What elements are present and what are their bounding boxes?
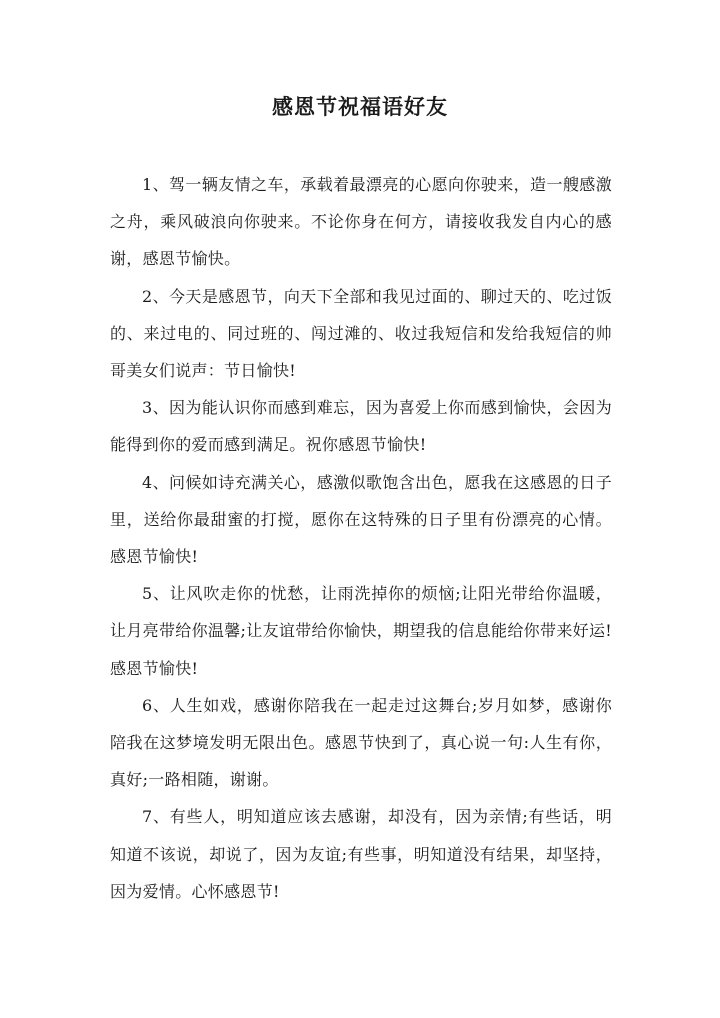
paragraph-4: 4、问候如诗充满关心，感激似歌饱含出色，愿我在这感恩的日子里，送给你最甜蜜的打搅，愿你在这特殊的日子里有份漂亮的心情。感恩节愉快! [110, 472, 612, 567]
paragraph-5: 5、让风吹走你的忧愁，让雨洗掉你的烦恼;让阳光带给你温暖，让月亮带给你温馨;让友谊带给你愉快，期望我的信息能给你带来好运!感恩节愉快! [110, 584, 612, 678]
paragraph-6: 6、人生如戏，感谢你陪我在一起走过这舞台;岁月如梦，感谢你陪我在这梦境发明无限出色。感恩节快到了，真心说一句:人生有你，真好;一路相随，谢谢。 [110, 695, 612, 790]
paragraph-2: 2、今天是感恩节，向天下全部和我见过面的、聊过天的、吃过饭的、来过电的、同过班的、闯过滩的、收过我短信和发给我短信的帅哥美女们说声：节日愉快! [110, 286, 612, 381]
paragraph-3: 3、因为能认识你而感到难忘，因为喜爱上你而感到愉快，会因为能得到你的爱而感到满足。祝你感恩节愉快! [110, 398, 612, 455]
document-body [110, 166, 612, 910]
paragraph-1: 1、驾一辆友情之车，承载着最漂亮的心愿向你驶来，造一艘感激之舟，乘风破浪向你驶来。不论你身在何方，请接收我发自内心的感谢，感恩节愉快。 [110, 175, 612, 269]
document-title: 感恩节祝福语好友 [272, 94, 448, 119]
paragraph-7: 7、有些人，明知道应该去感谢，却没有，因为亲情;有些话，明知道不该说，却说了，因为友谊;有些事，明知道没有结果，却坚持，因为爱情。心怀感恩节! [110, 807, 612, 901]
